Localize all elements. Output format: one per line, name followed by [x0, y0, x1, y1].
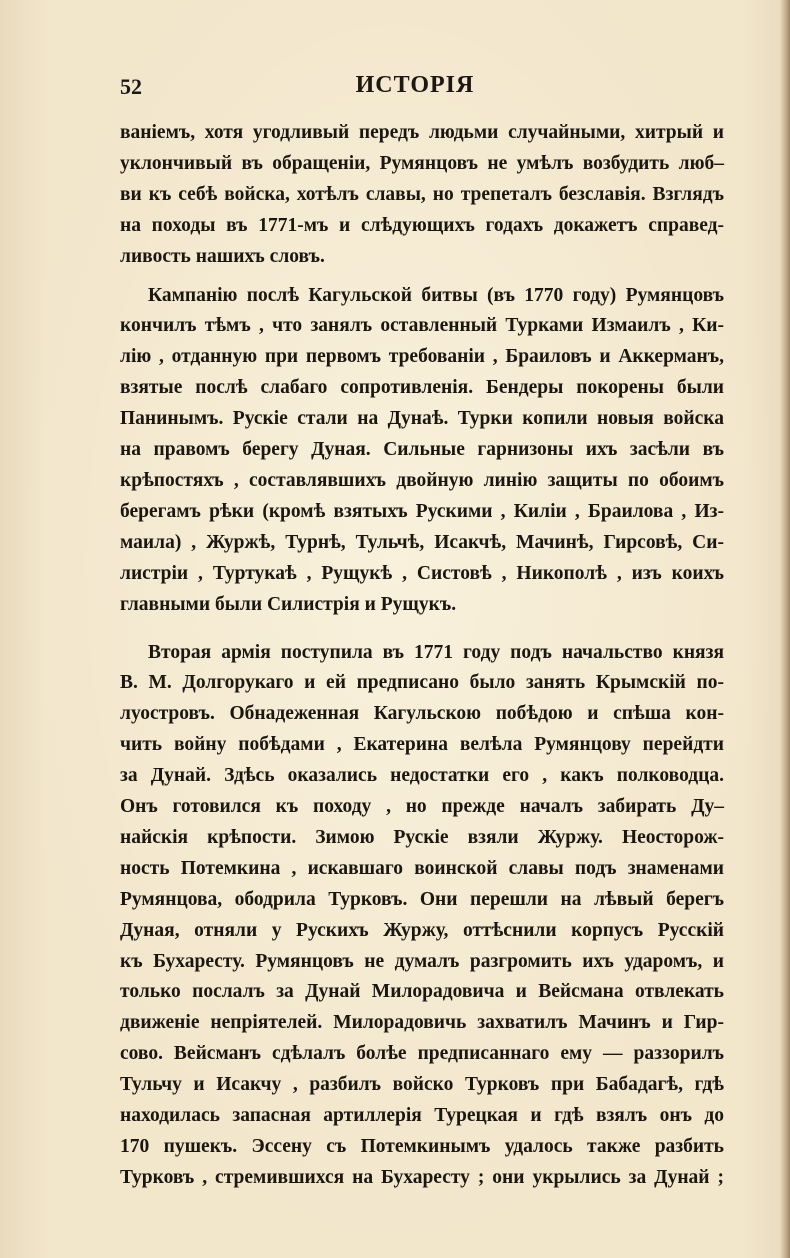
text-line: ваніемъ, хотя угодливый передъ людьми случайными, хитрый и [120, 122, 724, 143]
paragraph-2 [120, 281, 724, 621]
body-text [120, 118, 724, 1194]
paragraph-gap [120, 273, 724, 281]
paragraph-3 [120, 638, 724, 1194]
text-line: Кампанію послѣ Кагульской битвы (въ 1770 году) Румянцовъ [148, 284, 724, 306]
paragraph-1 [120, 118, 724, 273]
text-line: берегамъ рѣки (кромѣ взятыхъ Рускими , Киліи , Браилова , Из- [120, 500, 724, 522]
text-line: находилась запасная артиллерія Турецкая и гдѣ взялъ онъ до [120, 1105, 724, 1127]
text-line: ливость нашихъ словъ. [120, 245, 325, 267]
text-line: Турковъ , стремившихся на Бухаресту ; они укрылись за Дунай ; [120, 1166, 724, 1188]
text-line: маила) , Журжѣ, Турнѣ, Тульчѣ, Исакчѣ, Мачинѣ, Гирсовѣ, Си- [120, 531, 724, 553]
text-line: главными были Силистрія и Рущукъ. [120, 593, 457, 615]
text-line: движеніе непріятелей. Милорадовичь захватилъ Мачинъ и Гир- [120, 1012, 724, 1034]
page-header [120, 72, 710, 106]
text-line: на походы въ 1771-мъ и слѣдующихъ годахъ докажетъ справед- [120, 214, 724, 236]
text-line: Панинымъ. Рускіе стали на Дунаѣ. Турки копили новыя войска [120, 408, 724, 430]
text-line: листріи , Туртукаѣ , Рущукѣ , Систовѣ , Никополѣ , изъ коихъ [120, 562, 724, 584]
text-line: взятые послѣ слабаго сопротивленія. Бендеры покорены были [120, 377, 724, 399]
text-line: 170 пушекъ. Эссену съ Потемкинымъ удалось также разбить [120, 1136, 724, 1157]
running-head: ИСТОРІЯ [355, 72, 475, 98]
text-line: Вторая армія поступила въ 1771 году подъ начальство князя [148, 641, 724, 663]
text-line: чить войну побѣдами , Екатерина велѣла Румянцову перейдти [120, 734, 724, 756]
text-line: Дуная, отняли у Рускихъ Журжу, оттѣснили корпусъ Русскій [120, 919, 724, 941]
text-line: Онъ готовился къ походу , но прежде началъ забирать Ду– [120, 796, 724, 818]
text-line: кончилъ тѣмъ , что занялъ оставленный Турками Измаилъ , Ки- [120, 315, 724, 337]
text-line: за Дунай. Здѣсь оказались недостатки его , какъ полководца. [120, 765, 724, 787]
page-number: 52 [120, 74, 142, 99]
text-line: къ Бухаресту. Румянцовъ не думалъ разгромить ихъ ударомъ, и [120, 950, 724, 972]
text-line: ви къ себѣ войска, хотѣлъ славы, но трепеталъ безславія. Взглядъ [120, 183, 724, 205]
text-line: крѣпостяхъ , составлявшихъ двойную линію защиты по обоимъ [120, 469, 724, 491]
text-line: найскія крѣпости. Зимою Рускіе взяли Журжу. Неосторож- [120, 826, 724, 848]
text-line: на правомъ берегу Дуная. Сильные гарнизоны ихъ засѣли въ [120, 439, 724, 461]
page-edge [780, 0, 790, 1258]
text-line: только послалъ за Дунай Милорадовича и Вейсмана отвлекать [120, 981, 724, 1003]
paragraph-gap [120, 621, 724, 638]
text-line: В. М. Долгорукаго и ей предписано было занять Крымскій по- [120, 672, 724, 694]
text-line: Румянцова, ободрила Турковъ. Они перешли на лѣвый берегъ [120, 888, 724, 910]
text-line: уклончивый въ обращеніи, Румянцовъ не умѣлъ возбудить люб– [120, 152, 724, 174]
text-line: сово. Вейсманъ сдѣлалъ болѣе предписаннаго ему — раззорилъ [120, 1043, 724, 1065]
text-line: луостровъ. Обнадеженная Кагульскою побѣдою и спѣша кон- [120, 703, 724, 725]
text-line: лію , отданную при первомъ требованіи , Браиловъ и Аккерманъ, [120, 346, 724, 368]
text-line: ность Потемкина , искавшаго воинской славы подъ знаменами [120, 857, 724, 879]
text-line: Тульчу и Исакчу , разбилъ войско Турковъ при Бабадагѣ, гдѣ [120, 1074, 724, 1096]
